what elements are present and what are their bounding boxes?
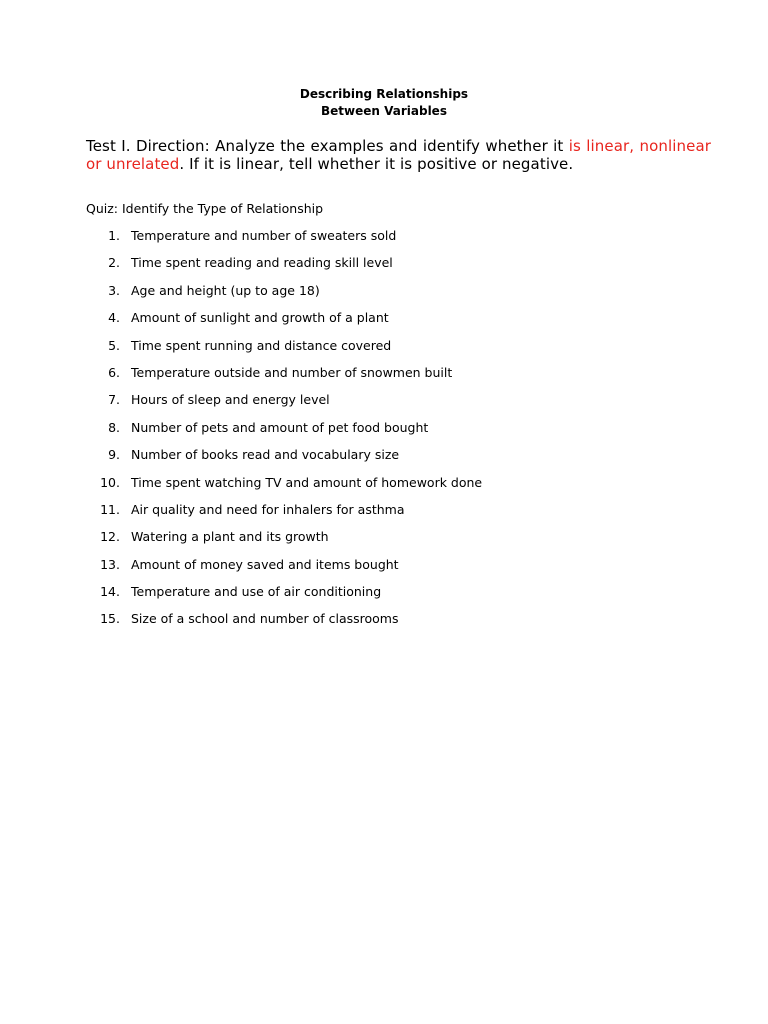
item-text: Time spent watching TV and amount of homework done (131, 474, 483, 490)
item-number: 12. (100, 529, 120, 545)
item-text: Temperature outside and number of snowmen built (131, 364, 453, 380)
direction-tail: . If it is linear, tell whether it is positive or negative. (179, 155, 574, 173)
item-text: Amount of sunlight and growth of a plant (131, 310, 389, 326)
list-item (86, 583, 686, 610)
list-item (86, 391, 686, 418)
list-item (86, 474, 686, 501)
item-number: 5. (108, 337, 120, 353)
item-text: Age and height (up to age 18) (131, 282, 320, 298)
direction-highlight: is linear, nonlinear or unrelated (86, 137, 712, 173)
title-line-2: Between Variables (321, 104, 447, 118)
list-item (86, 528, 686, 555)
item-text: Size of a school and number of classrooms (131, 611, 399, 627)
item-number: 1. (108, 228, 120, 243)
item-text: Watering a plant and its growth (131, 529, 329, 545)
list-item (86, 501, 686, 528)
list-item (86, 282, 686, 309)
item-text: Time spent running and distance covered (131, 337, 392, 353)
item-text: Hours of sleep and energy level (131, 392, 330, 408)
quiz-list (86, 227, 686, 638)
item-number: 10. (100, 474, 120, 490)
item-text: Air quality and need for inhalers for asthma (131, 501, 405, 517)
item-number: 14. (100, 584, 120, 600)
list-item (86, 610, 686, 637)
document-title (0, 86, 768, 120)
item-number: 11. (100, 501, 120, 517)
list-item (86, 446, 686, 473)
quiz-heading: Quiz: Identify the Type of Relationship (86, 201, 324, 216)
item-number: 4. (108, 310, 120, 326)
item-text: Amount of money saved and items bought (131, 556, 399, 572)
list-item (86, 364, 686, 391)
item-number: 8. (108, 419, 120, 435)
title-line-1: Describing Relationships (299, 87, 469, 101)
direction-lead: Test I. Direction: Analyze the examples and identify whether it (86, 137, 569, 155)
item-text: Temperature and number of sweaters sold (131, 228, 397, 243)
item-text: Time spent reading and reading skill level (131, 255, 393, 271)
item-text: Temperature and use of air conditioning (131, 584, 382, 600)
item-number: 3. (108, 282, 120, 298)
item-number: 2. (108, 255, 120, 271)
list-item (86, 227, 686, 254)
item-number: 6. (108, 364, 120, 380)
item-number: 7. (108, 392, 120, 408)
test-direction (86, 137, 711, 173)
item-text: Number of books read and vocabulary size (131, 447, 400, 463)
item-number: 13. (100, 556, 120, 572)
item-text: Number of pets and amount of pet food bought (131, 419, 429, 435)
list-item (86, 419, 686, 446)
item-number: 15. (100, 611, 120, 627)
list-item (86, 337, 686, 364)
list-item (86, 309, 686, 336)
item-number: 9. (108, 447, 120, 463)
list-item (86, 556, 686, 583)
list-item (86, 254, 686, 281)
